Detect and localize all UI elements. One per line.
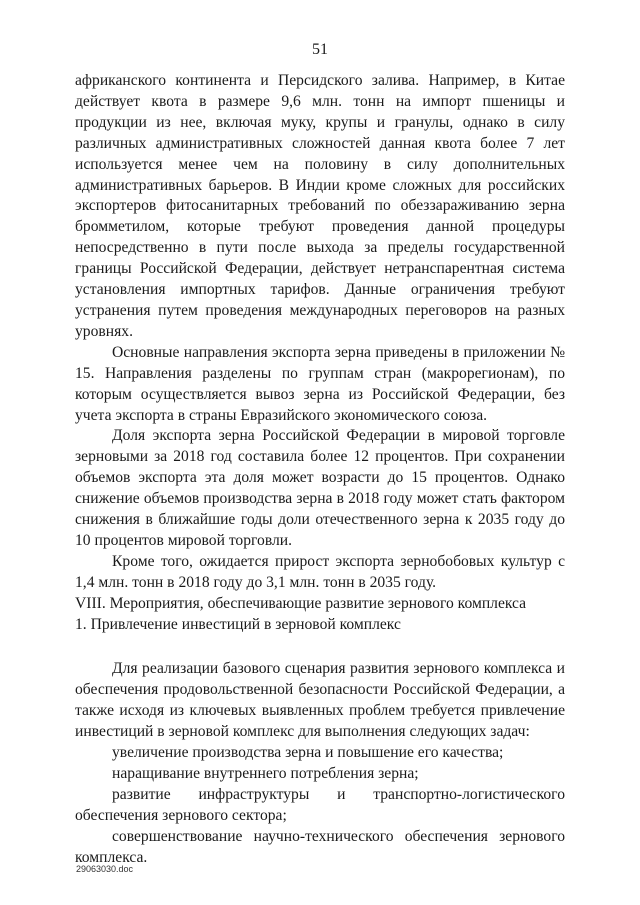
page-number: 51 [312,41,328,58]
document-body [75,71,565,869]
task-item: наращивание внутреннего потребления зерна; [112,765,419,782]
paragraph: Кроме того, ожидается прирост экспорта зернобобовых культур с 1,4 млн. тонн в 2018 году до 3,1 млн. тонн в 2035 году. [75,552,565,591]
task-item: увеличение производства зерна и повышение его качества; [112,744,504,762]
task-item: развитие инфраструктуры и транспортно-логистического обеспечения зернового сектора; [75,785,565,824]
section-heading: VIII. Мероприятия, обеспечивающие развитие зернового комплекса [75,594,527,612]
paragraph: африканского континента и Персидского залива. Например, в Китае действует квота в размере 9,6 млн. тонн на импорт пшеницы и продукции из нее, включая муку, крупы и гранулы, однако в силу различных административных сложностей данная квота более 7 лет используется менее чем на половину в силу дополнительных административных барьеров. В Индии кроме сложных для российских экспортеров фитосанитарных требований по обеззараживанию зерна бромметилом, которые требуют проведения данной процедуры непосредственно в пути после выхода за пределы государственной границы Российской Федерации, действует нетранспарентная система установления импортных тарифов. Данные ограничения требуют устранения путем проведения международных переговоров на разных уровнях. [75,72,565,340]
task-item: совершенствование научно-технического обеспечения зернового комплекса. [75,827,565,866]
paragraph: Для реализации базового сценария развития зернового комплекса и обеспечения продовольственной безопасности Российской Федерации, а также исходя из ключевых выявленных проблем требуется привлечение инвестиций в зерновой комплекс для выполнения следующих задач: [75,660,565,741]
paragraph: Доля экспорта зерна Российской Федерации в мировой торговле зерновыми за 2018 год составила более 12 процентов. При сохранении объемов экспорта эта доля может возрасти до 15 процентов. Однако снижение объемов производства зерна в 2018 году может стать фактором снижения в ближайшие годы доли отечественного зерна к 2035 году до 10 процентов мировой торговли. [75,427,565,549]
paragraph: Основные направления экспорта зерна приведены в приложении № 15. Направления разделены по группам стран (макрорегионам), по которым осуществляется вывоз зерна из Российской Федерации, без учета экспорта в страны Евразийского экономического союза. [75,343,565,424]
subsection-heading: 1. Привлечение инвестиций в зерновой комплекс [75,615,401,633]
document-file-code: 29063030.doc [76,864,134,874]
